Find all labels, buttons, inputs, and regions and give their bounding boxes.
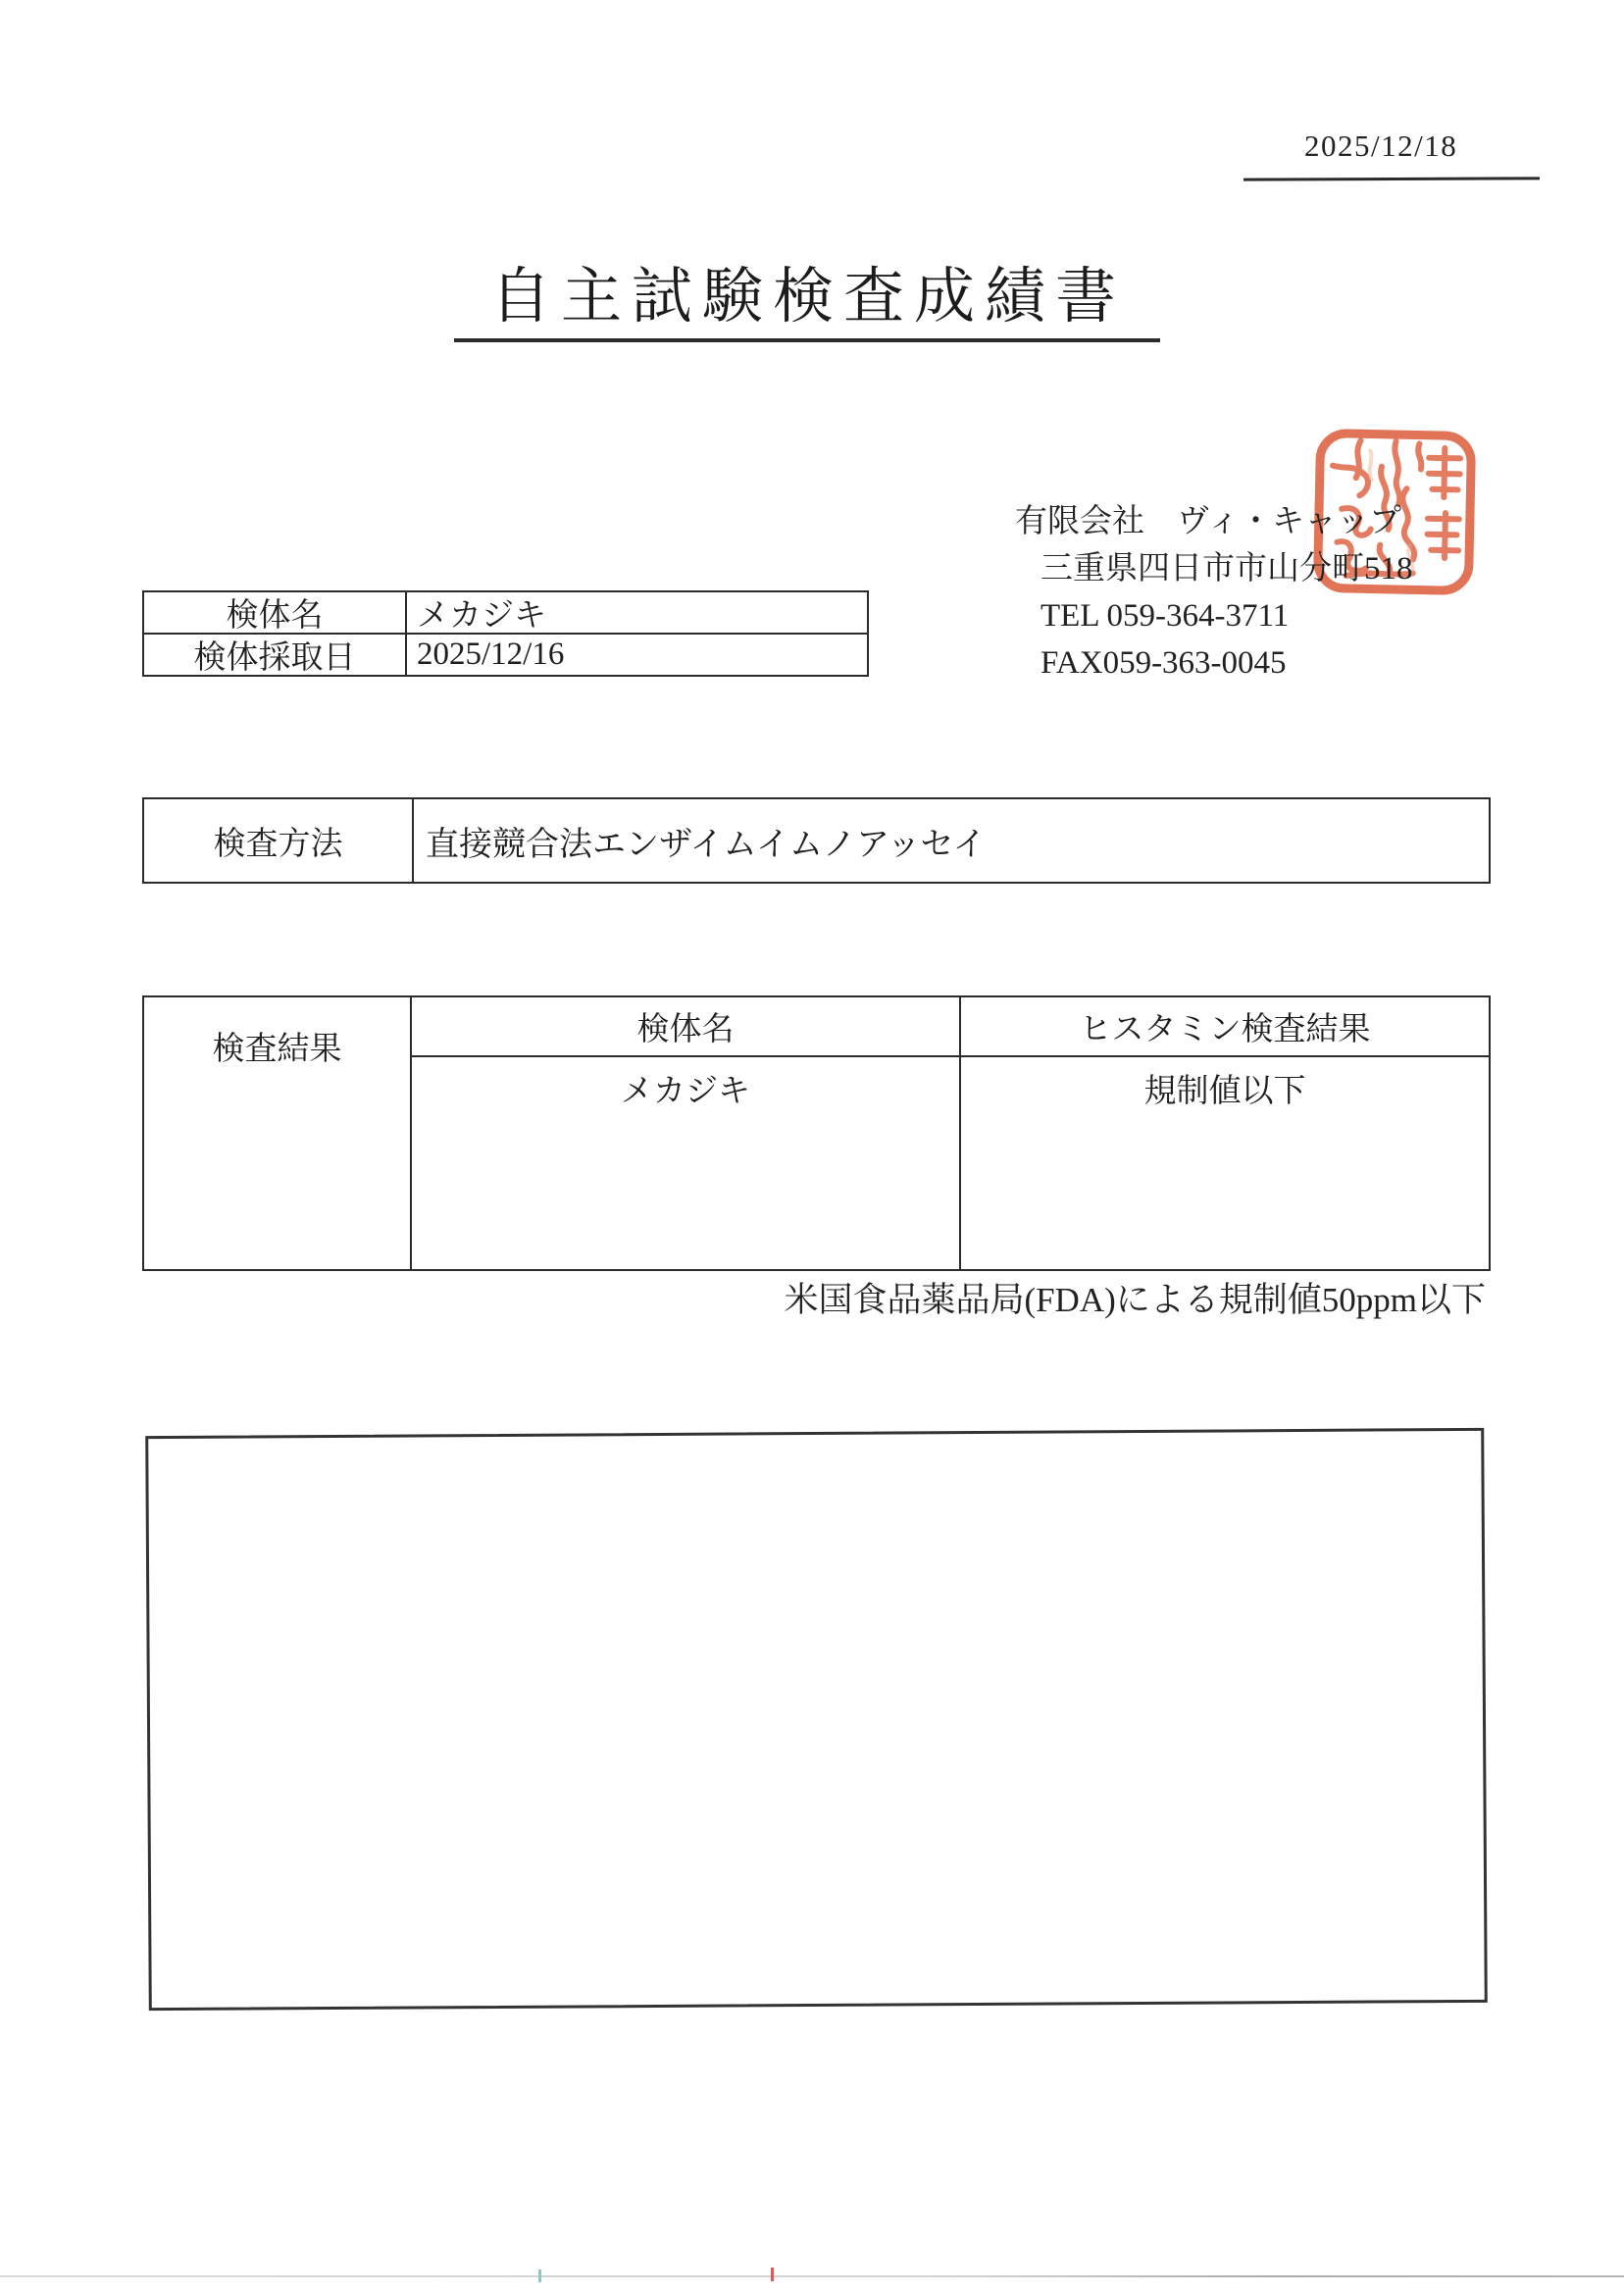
sample-info-table [142, 590, 869, 677]
inspection-result-table [142, 995, 1491, 1271]
company-address: 三重県四日市市山分町518 [1040, 551, 1413, 586]
company-tel: TEL 059-364-3711 [1040, 598, 1290, 634]
scan-artifact-tick-teal [538, 2269, 541, 2282]
remarks-box [145, 1428, 1488, 2011]
column-header-sample: 検体名 [412, 997, 961, 1055]
result-histamine-value: 規制値以下 [1143, 1074, 1306, 1109]
report-date: 2025/12/18 [1304, 128, 1458, 163]
result-sample-value: メカジキ [412, 1057, 961, 1269]
title-underline [454, 338, 1160, 342]
date-underline [1243, 177, 1540, 180]
result-table-label: 検査結果 [144, 997, 412, 1269]
table-row [144, 592, 867, 633]
row-value: 2025/12/16 [417, 637, 565, 672]
column-header-histamine: ヒスタミン検査結果 [1079, 1012, 1371, 1047]
issuer-block [1015, 498, 1413, 687]
scan-artifact-line [0, 2275, 1624, 2277]
inspection-method-table [142, 797, 1491, 884]
fda-regulation-note: 米国食品薬品局(FDA)による規制値50ppm以下 [784, 1281, 1486, 1319]
result-value-row [412, 1057, 1489, 1269]
row-value: メカジキ [417, 598, 546, 634]
company-fax: FAX059-363-0045 [1040, 645, 1287, 681]
scan-artifact-tick-red [771, 2268, 774, 2281]
row-label: 検査方法 [144, 799, 414, 882]
result-header-row [412, 997, 1489, 1057]
page-title: 自主試験検査成績書 [489, 264, 1126, 331]
result-table-grid [412, 997, 1489, 1269]
table-row [144, 633, 867, 675]
row-label: 検体名 [144, 592, 407, 633]
company-name: 有限会社 ヴィ・キャップ [1015, 504, 1402, 539]
row-value: 直接競合法エンザイムイムノアッセイ [426, 826, 987, 863]
row-label: 検体採取日 [144, 635, 407, 675]
